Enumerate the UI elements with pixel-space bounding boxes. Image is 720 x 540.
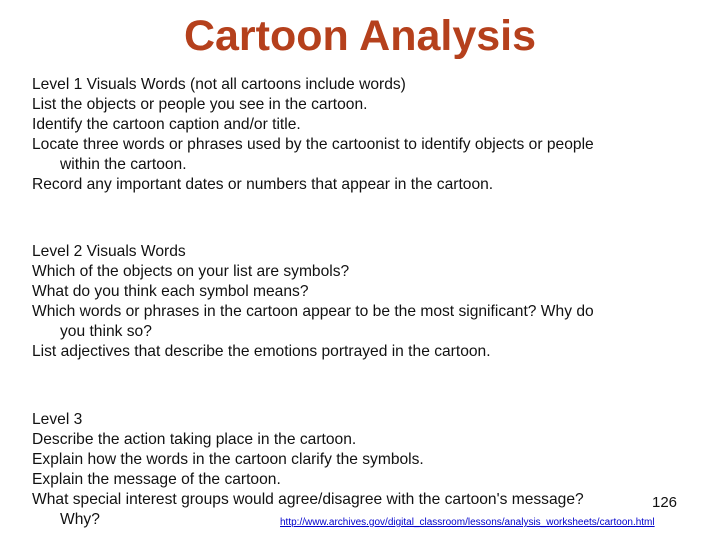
level-2-item: List adjectives that describe the emotions portrayed in the cartoon.	[32, 343, 491, 360]
level-2-section	[32, 242, 692, 362]
level-2-item-continuation: you think so?	[60, 323, 152, 340]
level-2-item: Which of the objects on your list are symbols?	[32, 263, 350, 280]
level-1-item: Record any important dates or numbers that appear in the cartoon.	[32, 176, 494, 193]
level-1-item: Identify the cartoon caption and/or title.	[32, 116, 301, 133]
slide-number: 126	[652, 494, 678, 511]
level-1-item-continuation: within the cartoon.	[60, 156, 187, 173]
level-3-item: Explain the message of the cartoon.	[32, 471, 281, 488]
level-2-item: What do you think each symbol means?	[32, 283, 309, 300]
level-1-section	[32, 75, 692, 195]
level-1-item: Locate three words or phrases used by the cartoonist to identify objects or people	[32, 136, 594, 153]
level-3-heading: Level 3	[32, 411, 83, 428]
level-3-item-continuation: Why?	[60, 511, 100, 528]
level-3-item: Describe the action taking place in the cartoon.	[32, 431, 357, 448]
level-1-item: List the objects or people you see in the cartoon.	[32, 96, 368, 113]
level-2-heading: Level 2 Visuals Words	[32, 243, 186, 260]
level-3-item: What special interest groups would agree/disagree with the cartoon's message?	[32, 491, 584, 508]
slide-title: Cartoon Analysis	[183, 12, 537, 60]
level-1-heading: Level 1 Visuals Words (not all cartoons include words)	[32, 76, 406, 93]
level-3-item: Explain how the words in the cartoon clarify the symbols.	[32, 451, 424, 468]
source-link[interactable]: http://www.archives.gov/digital_classroom/lessons/analysis_worksheets/cartoon.html	[280, 517, 655, 528]
level-3-section	[32, 410, 692, 530]
level-2-item: Which words or phrases in the cartoon appear to be the most significant? Why do	[32, 303, 594, 320]
